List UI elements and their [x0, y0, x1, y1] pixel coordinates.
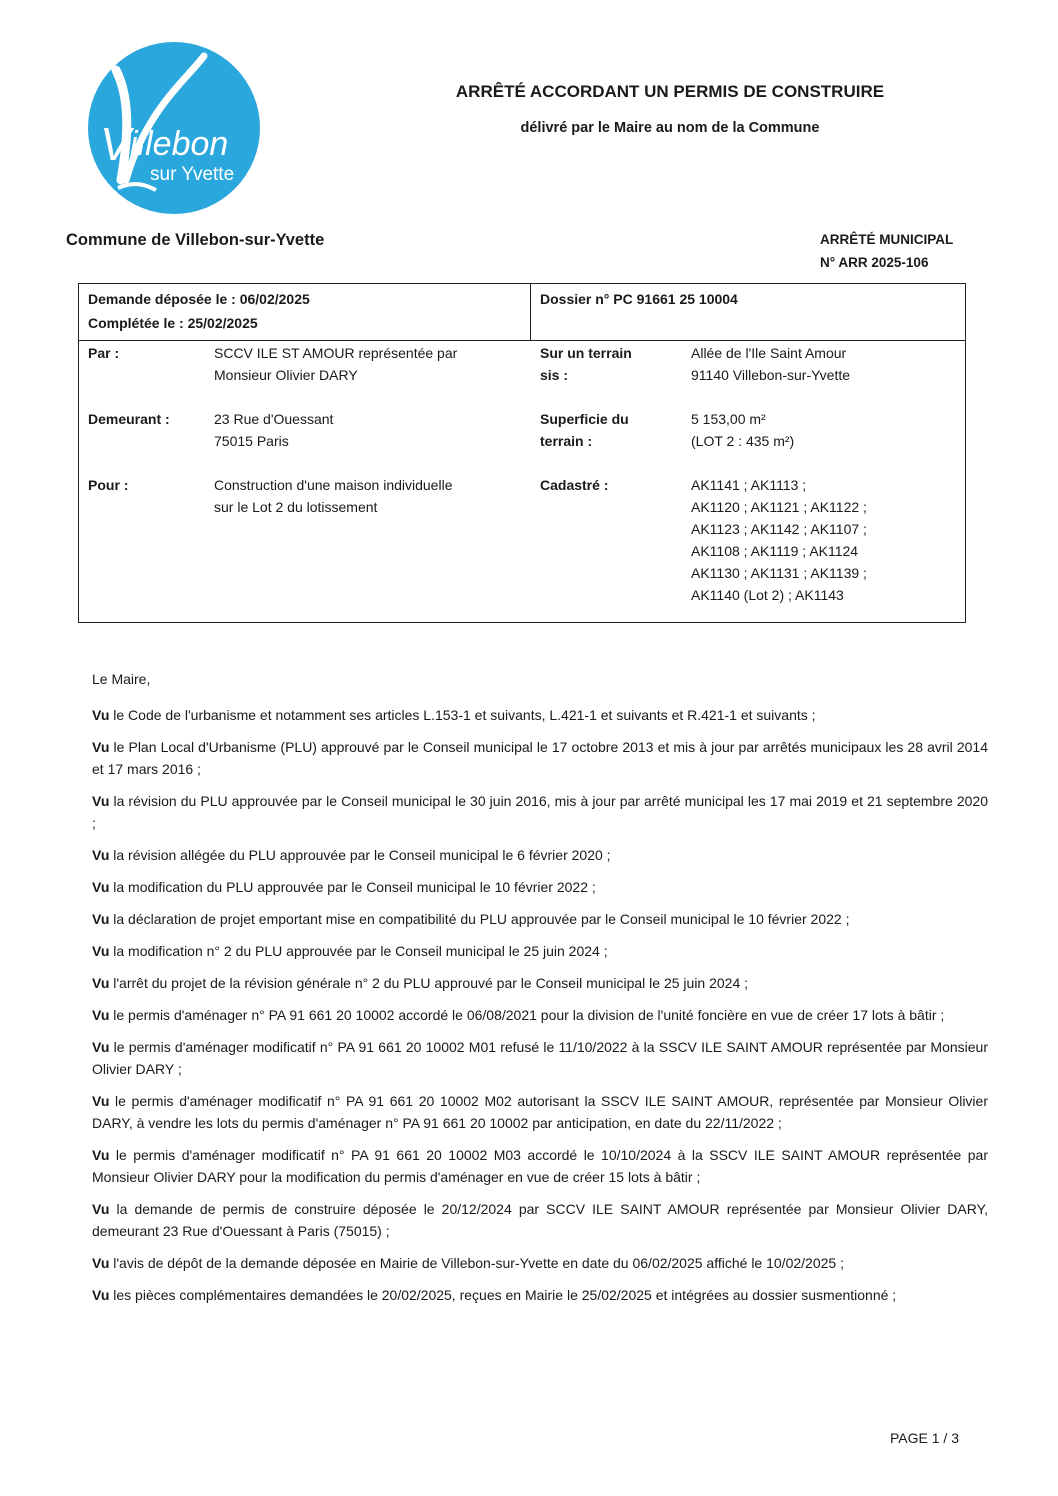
logo-initial: V — [100, 118, 131, 170]
considerations-list — [92, 704, 988, 1306]
superficie-value: 5 153,00 m² (LOT 2 : 435 m²) — [691, 411, 795, 449]
vu-keyword: Vu — [92, 1093, 110, 1109]
vu-keyword: Vu — [92, 911, 110, 927]
dossier-number: Dossier n° PC 91661 25 10004 — [540, 291, 738, 307]
consideration-paragraph — [92, 908, 988, 930]
request-info-box — [78, 283, 966, 623]
vu-keyword: Vu — [92, 1201, 110, 1217]
box-divider-vertical — [530, 284, 531, 340]
consideration-text: l'avis de dépôt de la demande déposée en Mairie de Villebon-sur-Yvette en date du 06/02/2025 affiché le 10/02/2025 ; — [113, 1255, 844, 1271]
consideration-text: la demande de permis de construire déposée le 20/12/2024 par SCCV ILE SAINT AMOUR représentée par Monsieur Olivier DARY, demeurant 23 Rue d'Ouessant à Paris (75015) ; — [92, 1201, 988, 1239]
intro-line: Le Maire, — [92, 671, 151, 687]
vu-keyword: Vu — [92, 1147, 110, 1163]
consideration-paragraph — [92, 972, 988, 994]
consideration-paragraph — [92, 1090, 988, 1134]
page-number: PAGE 1 / 3 — [890, 1430, 959, 1446]
vu-keyword: Vu — [92, 1007, 110, 1023]
arrete-number: N° ARR 2025-106 — [820, 255, 929, 270]
terrain-value: Allée de l'Ile Saint Amour 91140 Villebon-sur-Yvette — [691, 345, 851, 383]
logo-emblem — [86, 40, 262, 216]
vu-keyword: Vu — [92, 1039, 110, 1055]
vu-keyword: Vu — [92, 793, 110, 809]
vu-keyword: Vu — [92, 739, 110, 755]
consideration-text: la révision du PLU approuvée par le Conseil municipal le 30 juin 2016, mis à jour par arrêté municipal les 17 mai 2019 et 21 septembre 2020 ; — [92, 793, 989, 831]
villebon-logo — [86, 40, 262, 216]
consideration-paragraph — [92, 1284, 988, 1306]
vu-keyword: Vu — [92, 943, 110, 959]
consideration-paragraph — [92, 736, 988, 780]
consideration-text: le permis d'aménager modificatif n° PA 91 661 20 10002 M03 accordé le 10/10/2024 à la SSCV ILE SAINT AMOUR représentée par Monsieur Olivier DARY pour la modification du permis d'aménager en vue de créer 15 lots à bâtir ; — [92, 1147, 988, 1185]
consideration-paragraph — [92, 1144, 988, 1188]
pour-label: Pour : — [88, 477, 129, 493]
arrete-label: ARRÊTÉ MUNICIPAL — [820, 232, 954, 247]
consideration-paragraph — [92, 1036, 988, 1080]
vu-keyword: Vu — [92, 975, 110, 991]
vu-keyword: Vu — [92, 1287, 110, 1303]
demeurant-value: 23 Rue d'Ouessant 75015 Paris — [214, 411, 334, 449]
consideration-text: l'arrêt du projet de la révision générale n° 2 du PLU approuvé par le Conseil municipal le 25 juin 2024 ; — [113, 975, 749, 991]
consideration-paragraph — [92, 704, 988, 726]
document-title: ARRÊTÉ ACCORDANT UN PERMIS DE CONSTRUIRE — [455, 82, 885, 101]
consideration-text: le permis d'aménager n° PA 91 661 20 10002 accordé le 06/08/2021 pour la division de l'unité foncière en vue de créer 17 lots à bâtir ; — [113, 1007, 945, 1023]
consideration-text: le permis d'aménager modificatif n° PA 91 661 20 10002 M01 refusé le 11/10/2022 à la SSCV ILE SAINT AMOUR représentée par Monsieur Olivier DARY ; — [92, 1039, 989, 1077]
cadastre-value: AK1141 ; AK1113 ; AK1120 ; AK1121 ; AK1122 ; AK1123 ; AK1142 ; AK1107 ; AK1108 ; AK1119 ; AK1124 AK1130 ; AK1131 ; AK1139 ; AK1140 (Lot 2) ; AK1143 — [691, 477, 867, 603]
par-value: SCCV ILE ST AMOUR représentée par Monsieur Olivier DARY — [214, 345, 458, 383]
consideration-paragraph — [92, 876, 988, 898]
completion-date: Complétée le : 25/02/2025 — [88, 315, 258, 331]
arrete-body — [92, 668, 988, 1316]
consideration-text: les pièces complémentaires demandées le 20/02/2025, reçues en Mairie le 25/02/2025 et intégrées au dossier susmentionné ; — [113, 1287, 897, 1303]
consideration-text: la modification n° 2 du PLU approuvée par le Conseil municipal le 25 juin 2024 ; — [113, 943, 608, 959]
pour-value: Construction d'une maison individuelle sur le Lot 2 du lotissement — [214, 477, 453, 515]
par-label: Par : — [88, 345, 120, 361]
document-subtitle: délivré par le Maire au nom de la Commune — [520, 120, 820, 136]
logo-subname: sur Yvette — [150, 164, 235, 185]
commune-name: Commune de Villebon-sur-Yvette — [66, 231, 325, 249]
vu-keyword: Vu — [92, 847, 110, 863]
consideration-text: la déclaration de projet emportant mise en compatibilité du PLU approuvée par le Conseil municipal le 10 février 2022 ; — [113, 911, 850, 927]
consideration-paragraph — [92, 940, 988, 962]
terrain-label: Sur un terrain sis : — [540, 345, 632, 383]
superficie-label: Superficie du terrain : — [540, 411, 629, 449]
demeurant-label: Demeurant : — [88, 411, 170, 427]
vu-keyword: Vu — [92, 1255, 110, 1271]
logo-name: illebon — [130, 125, 229, 163]
vu-keyword: Vu — [92, 707, 110, 723]
consideration-text: le permis d'aménager modificatif n° PA 91 661 20 10002 M02 autorisant la SSCV ILE SAINT AMOUR, représentée par Monsieur Olivier DARY, à vendre les lots du permis d'aménager n° PA 91 661 20 10002 par anticipation, en date du 22/11/2022 ; — [92, 1093, 988, 1131]
consideration-paragraph — [92, 844, 988, 866]
consideration-paragraph — [92, 1198, 988, 1242]
consideration-paragraph — [92, 1252, 988, 1274]
cadastre-label: Cadastré : — [540, 477, 609, 493]
consideration-text: la révision allégée du PLU approuvée par le Conseil municipal le 6 février 2020 ; — [113, 847, 611, 863]
consideration-text: le Code de l'urbanisme et notamment ses articles L.153-1 et suivants, L.421-1 et suivants et R.421-1 et suivants ; — [113, 707, 816, 723]
vu-keyword: Vu — [92, 879, 110, 895]
consideration-paragraph — [92, 1004, 988, 1026]
deposit-date: Demande déposée le : 06/02/2025 — [88, 291, 310, 307]
consideration-paragraph — [92, 790, 988, 834]
consideration-text: la modification du PLU approuvée par le Conseil municipal le 10 février 2022 ; — [113, 879, 596, 895]
box-divider-horizontal — [79, 340, 965, 341]
consideration-text: le Plan Local d'Urbanisme (PLU) approuvé par le Conseil municipal le 17 octobre 2013 et mis à jour par arrêtés municipaux les 28 avril 2014 et 17 mars 2016 ; — [92, 739, 989, 777]
